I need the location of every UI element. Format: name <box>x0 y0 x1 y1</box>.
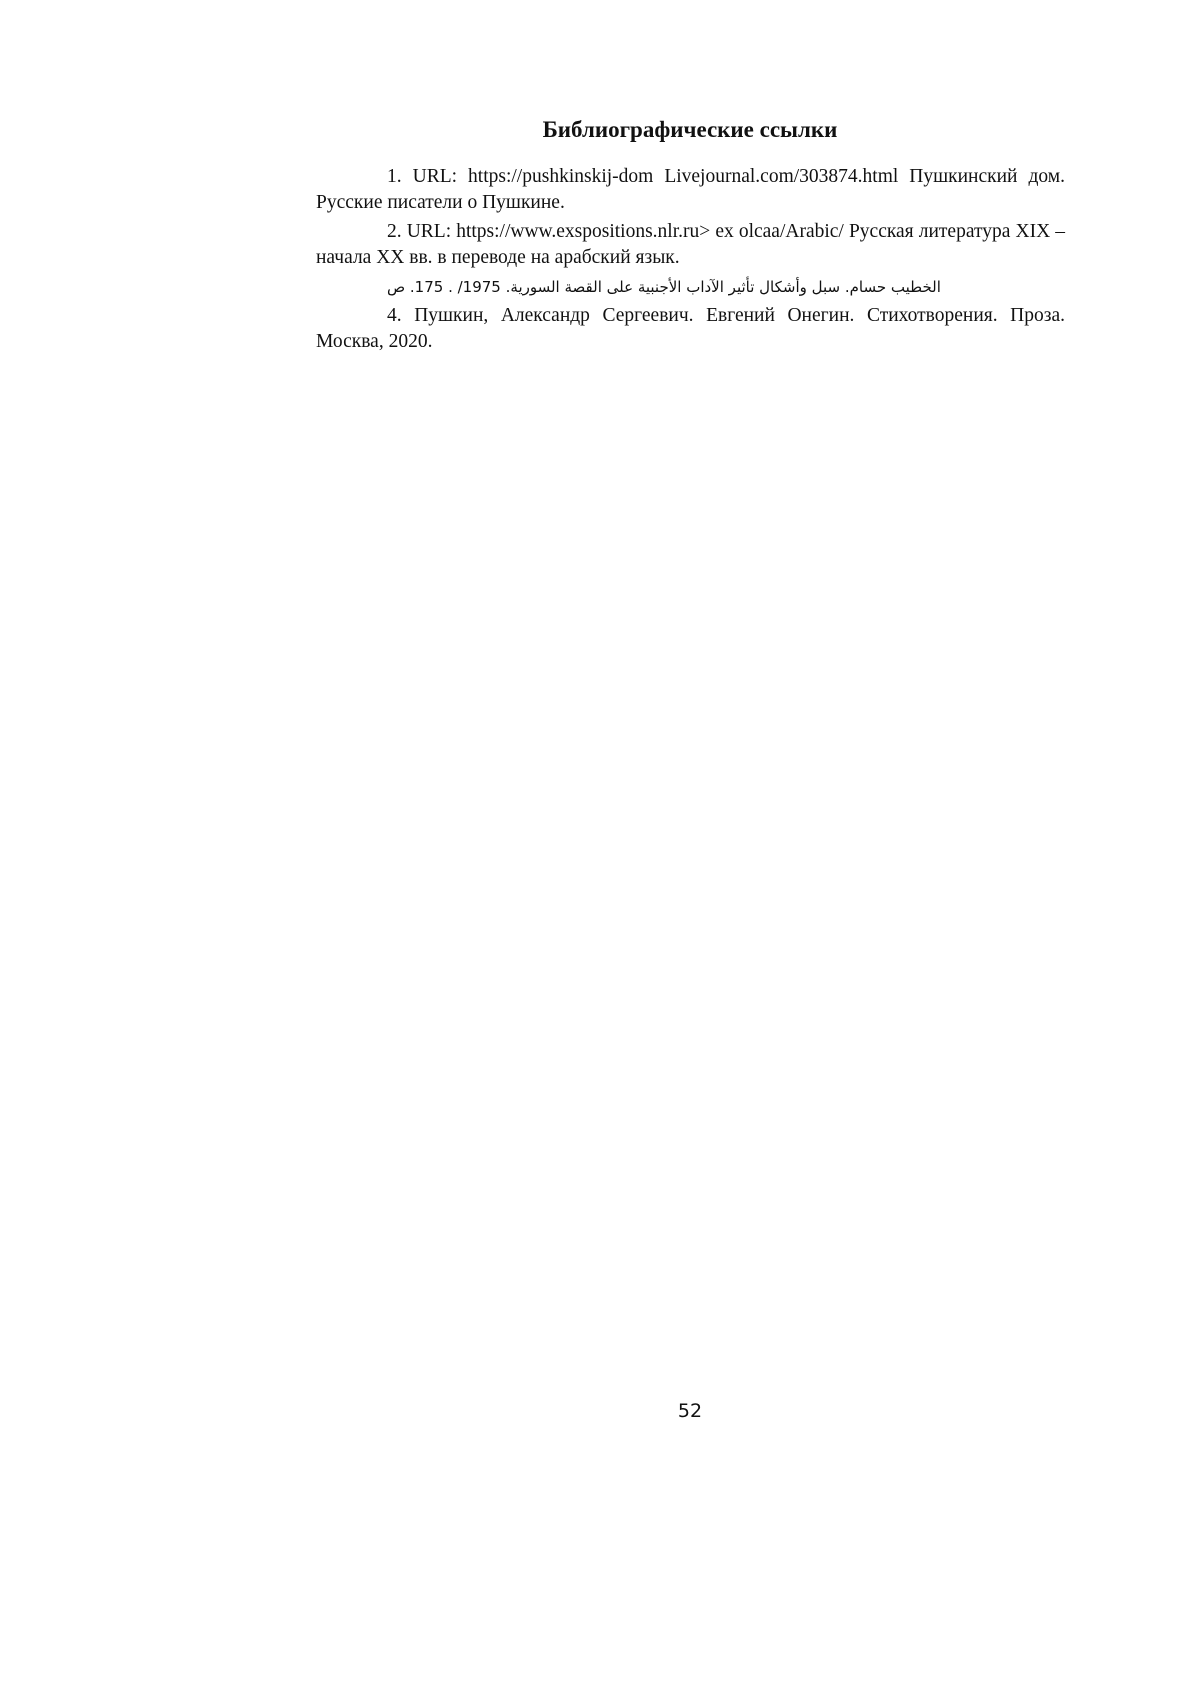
reference-3-arabic-text: الخطيب حسام. سبل وأشكال تأثير الآداب الأجنبية على القصة السورية. 1975/ . 175. ص <box>387 278 941 296</box>
reference-item-4: 4. Пушкин, Александр Сергеевич. Евгений Онегин. Стихотворения. Проза. Москва, 2020. <box>316 305 1065 352</box>
reference-list <box>316 164 1065 358</box>
reference-item-2: 2. URL: https://www.exspositions.nlr.ru> ex olcaa/Arabic/ Русская литература XIX – начала XX вв. в переводе на арабский язык. <box>316 221 1065 268</box>
reference-item-3 <box>316 274 1065 300</box>
page-number: 52 <box>677 1400 703 1422</box>
reference-item-1: 1. URL: https://pushkinskij-dom Livejournal.com/303874.html Пушкинский дом. Русские писатели о Пушкине. <box>316 166 1065 213</box>
section-heading: Библиографические ссылки <box>542 117 838 142</box>
